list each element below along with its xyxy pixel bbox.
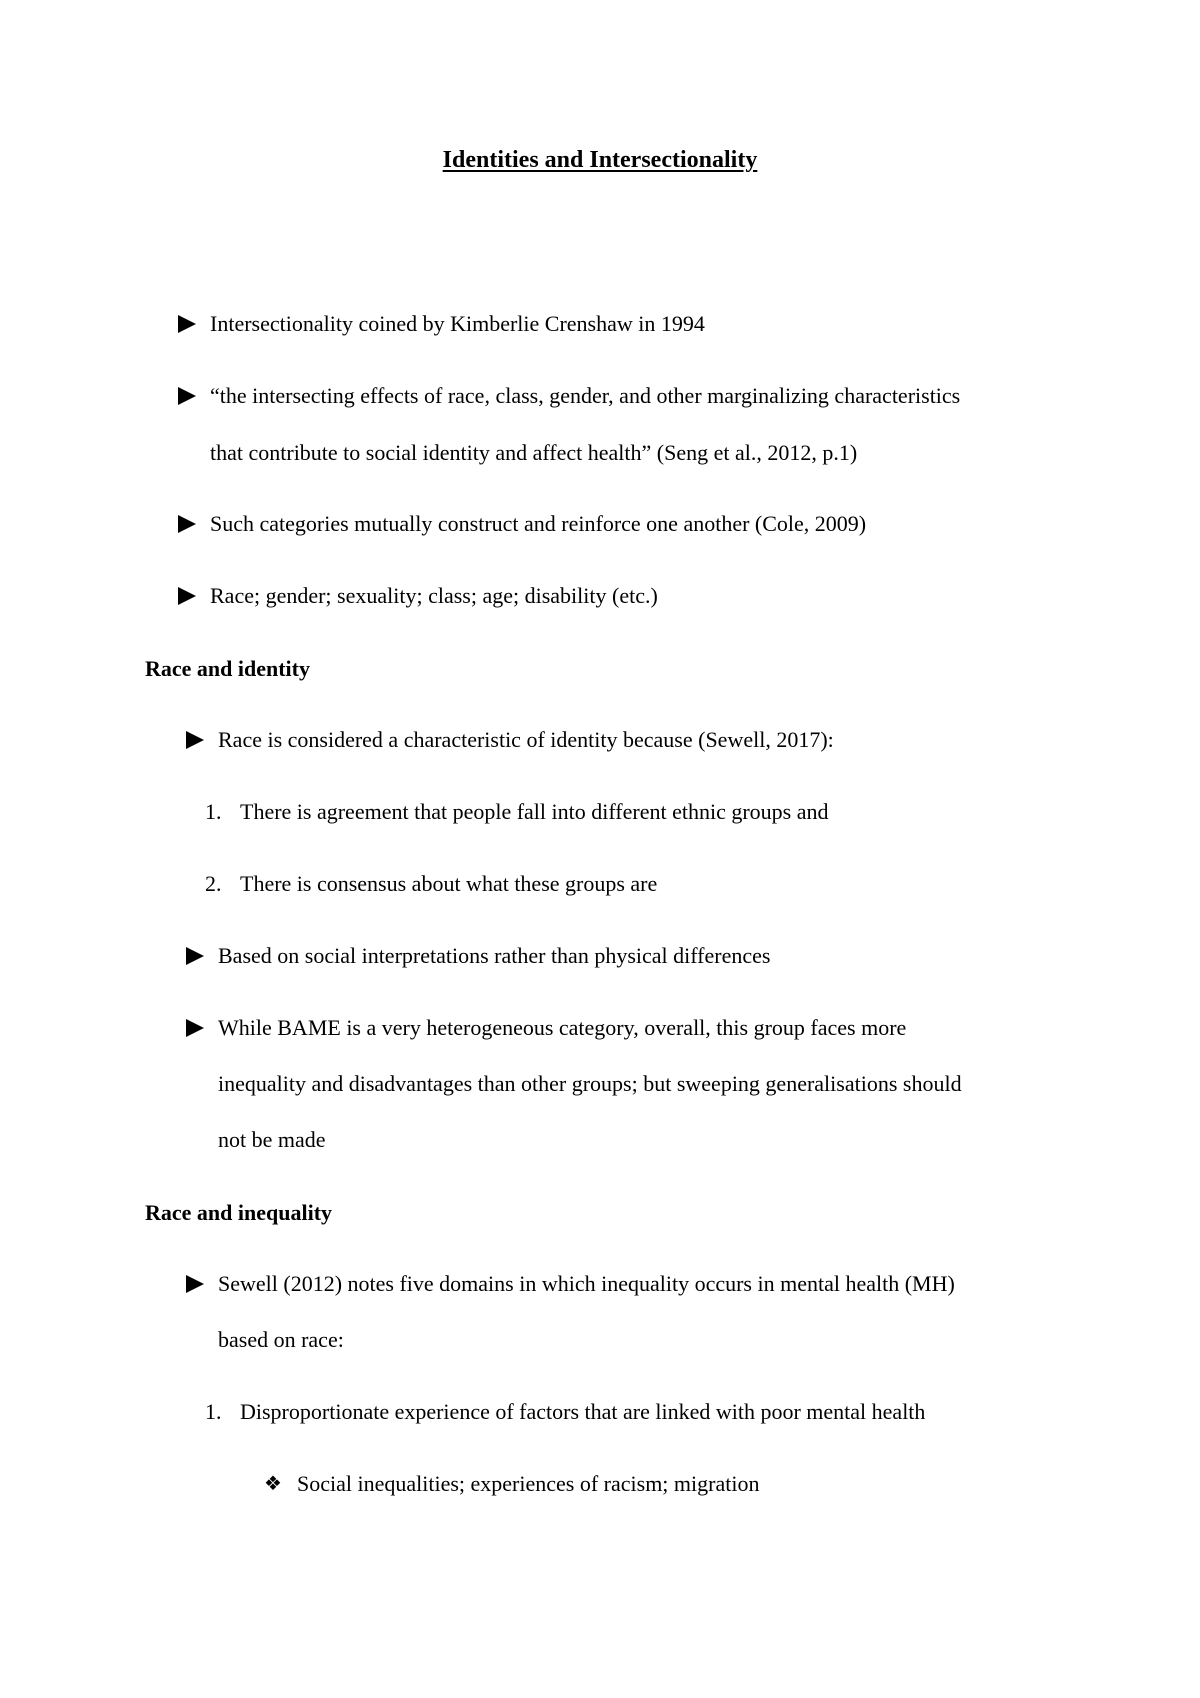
sub-bullet-text: Social inequalities; experiences of racism; migration [297,1471,760,1496]
arrow-bullet-icon [178,387,196,405]
list-number: 2. [205,871,222,896]
bullet-text: Race; gender; sexuality; class; age; disability (etc.) [210,583,658,608]
bullet-text: “the intersecting effects of race, class, gender, and other marginalizing characteristics [210,383,961,408]
bullet-text-continuation: that contribute to social identity and affect health” (Seng et al., 2012, p.1) [210,440,858,465]
bullet-text: While BAME is a very heterogeneous category, overall, this group faces more [218,1015,907,1040]
list-number: 1. [205,799,222,824]
arrow-bullet-icon [178,515,196,533]
diamond-bullet-icon: ❖ [264,1473,282,1495]
list-item: Disproportionate experience of factors that are linked with poor mental health [240,1399,926,1424]
list-item: There is agreement that people fall into different ethnic groups and [240,799,829,824]
section-heading-race-inequality: Race and inequality [145,1200,333,1225]
arrow-bullet-icon [186,1019,204,1037]
bullet-text: Intersectionality coined by Kimberlie Crenshaw in 1994 [210,311,705,336]
arrow-bullet-icon [186,1275,204,1293]
bullet-text-continuation: not be made [218,1127,326,1152]
bullet-text-continuation: inequality and disadvantages than other groups; but sweeping generalisations should [218,1071,962,1096]
bullet-text: Such categories mutually construct and reinforce one another (Cole, 2009) [210,511,867,536]
arrow-bullet-icon [178,587,196,605]
bullet-text: Race is considered a characteristic of identity because (Sewell, 2017): [218,727,834,752]
arrow-bullet-icon [186,947,204,965]
list-item: There is consensus about what these groups are [240,871,658,896]
section-heading-race-identity: Race and identity [145,656,310,681]
arrow-bullet-icon [186,731,204,749]
bullet-text-continuation: based on race: [218,1327,344,1352]
bullet-text: Based on social interpretations rather than physical differences [218,943,771,968]
list-number: 1. [205,1399,222,1424]
arrow-bullet-icon [178,315,196,333]
bullet-text: Sewell (2012) notes five domains in which inequality occurs in mental health (MH) [218,1271,955,1296]
document-title: Identities and Intersectionality [442,147,758,173]
